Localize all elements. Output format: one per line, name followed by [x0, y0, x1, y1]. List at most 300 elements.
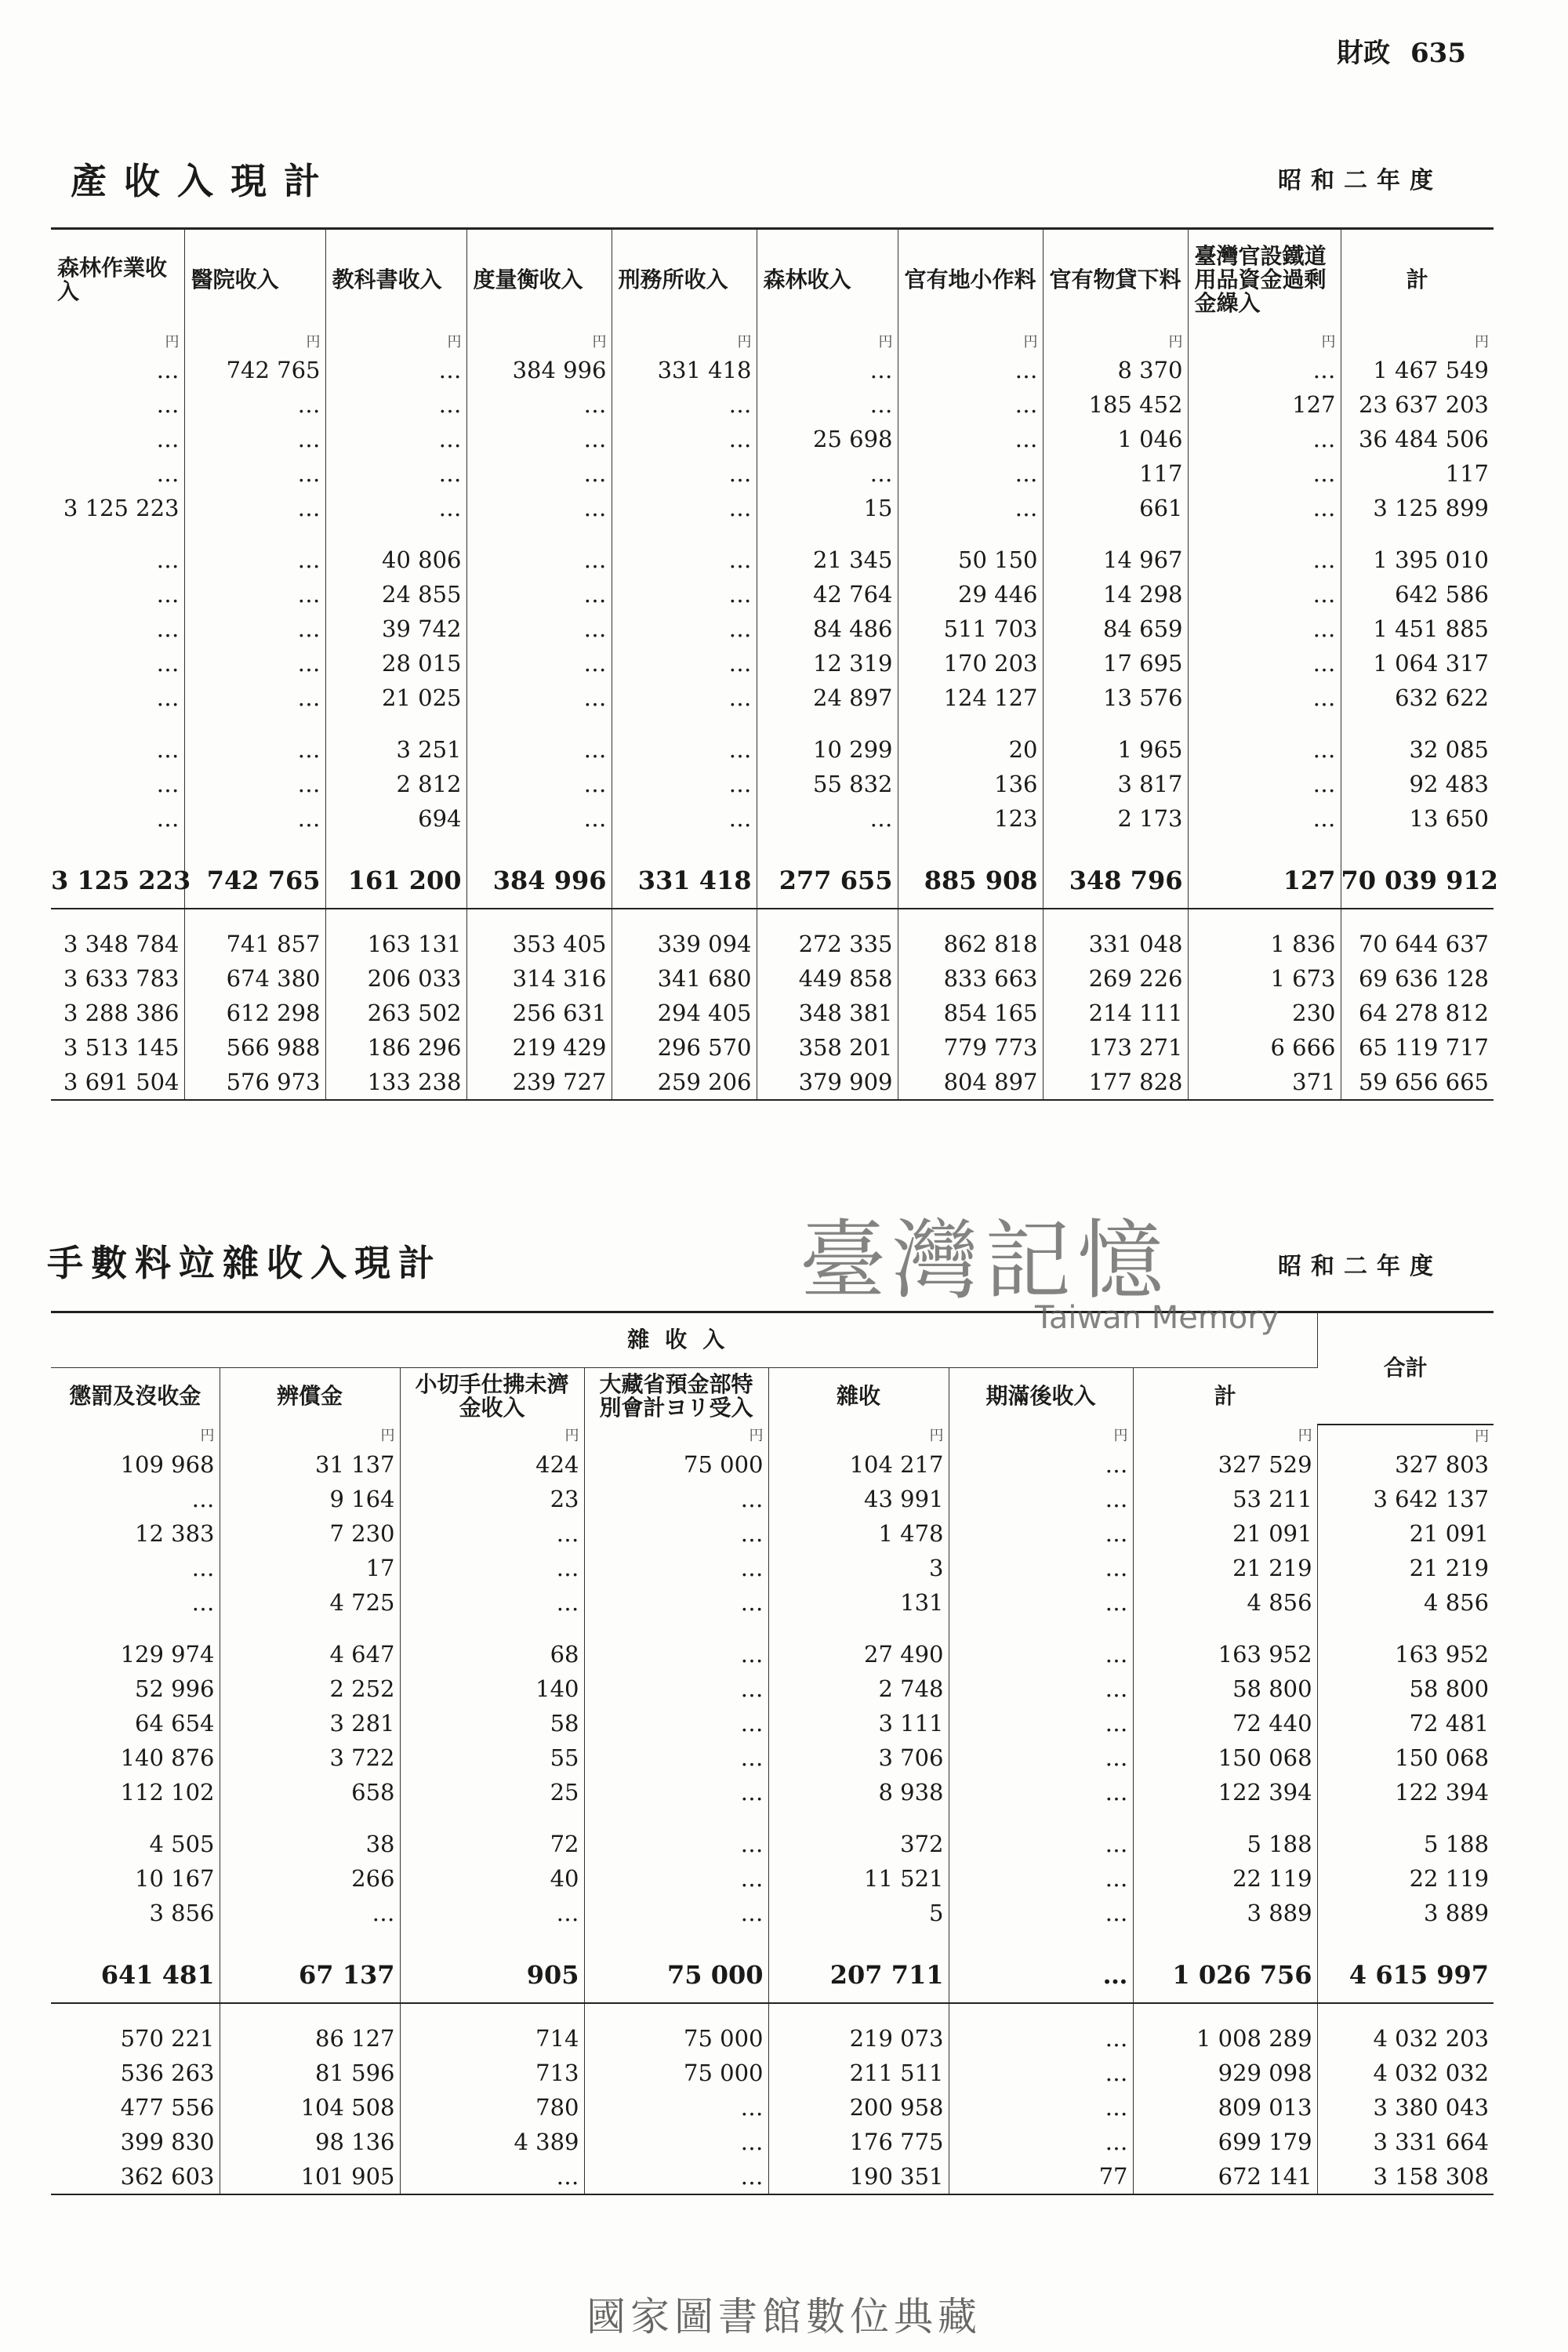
table2-table-row — [51, 1706, 1494, 1740]
row-gap — [51, 836, 1494, 853]
table1-table-row — [51, 422, 1494, 456]
table-cell: 384 996 — [466, 353, 612, 387]
table-cell: 804 897 — [898, 1065, 1043, 1100]
gap-cell — [400, 1809, 584, 1827]
table-cell: 70 039 912 — [1341, 853, 1494, 909]
table-cell: 371 — [1188, 1065, 1341, 1100]
table-cell: 77 — [949, 2159, 1133, 2194]
table1-header-cell: 官有地小作料 — [898, 229, 1043, 331]
table-cell: 239 727 — [466, 1065, 612, 1100]
table-cell: … — [949, 1827, 1133, 1861]
table-cell: 742 765 — [184, 853, 325, 909]
table-cell: 59 656 665 — [1341, 1065, 1494, 1100]
footer-archive-label: 國家圖書館數位典藏 — [586, 2294, 982, 2339]
table1-table-row — [51, 543, 1494, 577]
table-cell: 112 102 — [51, 1775, 220, 1809]
table-cell: 50 150 — [898, 543, 1043, 577]
table-cell: 55 832 — [757, 767, 898, 801]
table-cell: … — [584, 2159, 768, 2194]
table-cell: 4 615 997 — [1317, 1947, 1494, 2003]
gap-cell — [898, 909, 1043, 927]
page-number: 635 — [1410, 38, 1466, 69]
table-cell: 362 603 — [51, 2159, 220, 2194]
table-cell: 661 — [1043, 491, 1188, 525]
table2-table-row — [51, 1896, 1494, 1930]
table-cell: … — [184, 681, 325, 715]
table1-header-cell: 計 — [1406, 267, 1428, 292]
table-cell: 214 111 — [1043, 996, 1188, 1030]
table-cell: … — [612, 491, 757, 525]
table-cell: 75 000 — [584, 1447, 768, 1482]
gap-cell — [949, 1620, 1133, 1637]
table-cell: … — [51, 646, 184, 681]
gap-cell — [1133, 2003, 1317, 2021]
table-cell: … — [51, 456, 184, 491]
gap-cell — [1043, 909, 1188, 927]
gap-cell — [949, 2003, 1133, 2021]
table-cell: 862 818 — [898, 927, 1043, 961]
table-cell: 176 775 — [768, 2125, 949, 2159]
table-cell: 2 252 — [220, 1671, 400, 1706]
gap-cell — [757, 909, 898, 927]
table-cell: 131 — [768, 1585, 949, 1620]
table-cell: 10 167 — [51, 1861, 220, 1896]
table-cell: 25 — [400, 1775, 584, 1809]
table-cell: 207 711 — [768, 1947, 949, 2003]
table-cell: 186 296 — [325, 1030, 466, 1065]
table-cell: … — [1188, 353, 1341, 387]
table-cell: … — [584, 1551, 768, 1585]
table-cell: 72 481 — [1409, 1709, 1490, 1737]
table-cell: 14 967 — [1043, 543, 1188, 577]
gap-cell — [466, 909, 612, 927]
table-cell: 449 858 — [757, 961, 898, 996]
table-cell: 14 298 — [1043, 577, 1188, 612]
gap-cell — [220, 1930, 400, 1947]
gap-cell — [51, 1809, 220, 1827]
table-cell: 21 091 — [1409, 1519, 1490, 1547]
table-cell: 28 015 — [325, 646, 466, 681]
table-cell: … — [51, 1482, 220, 1516]
gap-cell — [400, 2003, 584, 2021]
table-cell: 672 141 — [1133, 2159, 1317, 2194]
table-cell: 5 188 — [1424, 1830, 1490, 1857]
gap-cell — [612, 836, 757, 853]
table-cell: … — [466, 801, 612, 836]
table-cell: 536 263 — [51, 2056, 220, 2090]
table-cell: 5 — [768, 1896, 949, 1930]
table-cell: 163 952 — [1133, 1637, 1317, 1671]
table-cell: 277 655 — [757, 853, 898, 909]
table-cell: 31 137 — [220, 1447, 400, 1482]
table1-header-cell: 教科書收入 — [325, 229, 466, 331]
table-cell: 75 000 — [584, 1947, 768, 2003]
table-cell: 3 889 — [1133, 1896, 1317, 1930]
table1-table-row — [51, 767, 1494, 801]
table-cell: … — [949, 1896, 1133, 1930]
table-cell: 21 219 — [1409, 1554, 1490, 1581]
table-cell: 58 800 — [1409, 1675, 1490, 1702]
table-cell: 65 119 717 — [1358, 1034, 1489, 1061]
table-cell: 4 032 032 — [1373, 2059, 1490, 2086]
table-cell: … — [466, 422, 612, 456]
gap-cell — [898, 715, 1043, 732]
table-cell: 348 796 — [1043, 853, 1188, 909]
gap-cell — [220, 1620, 400, 1637]
unit-cell: 円 — [325, 331, 466, 353]
table-cell: 43 991 — [768, 1482, 949, 1516]
unit-cell: 円 — [757, 331, 898, 353]
table-cell: … — [466, 577, 612, 612]
row-gap — [51, 909, 1494, 927]
unit-cell: 円 — [768, 1425, 949, 1447]
table-cell: 3 125 223 — [51, 491, 184, 525]
table-cell: 780 — [400, 2090, 584, 2125]
table-cell: … — [584, 1516, 768, 1551]
table-cell: … — [325, 491, 466, 525]
table1-table-row — [51, 996, 1494, 1030]
table2-table-row — [51, 1827, 1494, 1861]
gap-cell — [1341, 836, 1494, 853]
table-cell: … — [184, 422, 325, 456]
table2-title: 手數料竝雜收入現計 — [47, 1242, 442, 1284]
table-cell: … — [612, 681, 757, 715]
table-cell: 53 211 — [1133, 1482, 1317, 1516]
table-cell: 39 742 — [325, 612, 466, 646]
table-cell: 3 513 145 — [51, 1030, 184, 1065]
table2-table-row — [51, 1947, 1494, 2003]
unit-cell: 円 — [220, 1425, 400, 1447]
gap-cell — [325, 836, 466, 853]
table-cell: … — [949, 1947, 1133, 2003]
gap-cell — [1133, 1809, 1317, 1827]
table-cell: 117 — [1445, 460, 1489, 487]
table-cell: 124 127 — [898, 681, 1043, 715]
table-cell: 3 706 — [768, 1740, 949, 1775]
table-cell: 694 — [325, 801, 466, 836]
table-cell: … — [466, 387, 612, 422]
gap-cell — [584, 1930, 768, 1947]
table-cell: … — [325, 422, 466, 456]
gap-cell — [51, 909, 184, 927]
table-cell: … — [1188, 543, 1341, 577]
unit-cell: 円 — [51, 331, 184, 353]
table-cell: 150 068 — [1395, 1744, 1490, 1771]
table-cell: 133 238 — [325, 1065, 466, 1100]
table-cell: 140 — [400, 1671, 584, 1706]
table-cell: … — [1188, 801, 1341, 836]
gap-cell — [51, 2003, 220, 2021]
table-cell: 854 165 — [898, 996, 1043, 1030]
gap-cell — [1043, 836, 1188, 853]
table-cell: … — [757, 387, 898, 422]
table1-table-row — [51, 1030, 1494, 1065]
table-cell: 3 722 — [220, 1740, 400, 1775]
gap-cell — [1133, 1620, 1317, 1637]
watermark — [800, 1192, 1279, 1336]
table1-header-cell: 森林收入 — [757, 229, 898, 331]
gap-cell — [898, 525, 1043, 543]
unit-cell: 円 — [1188, 331, 1341, 353]
table1-table-row — [51, 646, 1494, 681]
table-cell: 353 405 — [466, 927, 612, 961]
table-cell: … — [51, 732, 184, 767]
gap-cell — [1317, 1620, 1494, 1637]
table-cell: … — [466, 646, 612, 681]
gap-cell — [400, 1620, 584, 1637]
table-cell: … — [612, 422, 757, 456]
table-cell: 713 — [400, 2056, 584, 2090]
table-cell: … — [949, 1740, 1133, 1775]
gap-cell — [51, 1620, 220, 1637]
table1-title: 產收入現計 — [71, 160, 337, 202]
table1-table-row — [51, 681, 1494, 715]
page-section: 財政 — [1337, 38, 1391, 69]
gap-cell — [1188, 715, 1341, 732]
table-cell: … — [1188, 612, 1341, 646]
table-cell: 64 654 — [51, 1706, 220, 1740]
table-cell: 477 556 — [51, 2090, 220, 2125]
table-cell: 296 570 — [612, 1030, 757, 1065]
table-cell: … — [184, 767, 325, 801]
table-cell: 809 013 — [1133, 2090, 1317, 2125]
gap-cell — [220, 1809, 400, 1827]
table-cell: 3 288 386 — [51, 996, 184, 1030]
table-cell: 570 221 — [51, 2021, 220, 2056]
table1-year: 昭和二年度 — [1278, 167, 1443, 194]
gap-cell — [184, 836, 325, 853]
table1-header-cell: 刑務所收入 — [612, 229, 757, 331]
table-cell: 24 855 — [325, 577, 466, 612]
table-cell: 399 830 — [51, 2125, 220, 2159]
table-cell: … — [466, 491, 612, 525]
table-cell: … — [220, 1896, 400, 1930]
table1-table-row — [51, 612, 1494, 646]
table-cell: … — [1188, 422, 1341, 456]
table1-header-cell: 醫院收入 — [184, 229, 325, 331]
table-cell: 4 856 — [1424, 1588, 1490, 1616]
table2-table-row — [51, 1671, 1494, 1706]
table-cell: 272 335 — [757, 927, 898, 961]
gap-cell — [466, 715, 612, 732]
table-cell: 21 025 — [325, 681, 466, 715]
table-cell: 42 764 — [757, 577, 898, 612]
gap-cell — [757, 525, 898, 543]
gap-cell — [1188, 909, 1341, 927]
table1-header-cell: 度量衡收入 — [466, 229, 612, 331]
table-cell: … — [612, 767, 757, 801]
table2-unit-row — [51, 1425, 1494, 1447]
table-cell: 1 673 — [1188, 961, 1341, 996]
table-cell: 219 429 — [466, 1030, 612, 1065]
table2-table-row — [51, 1482, 1494, 1516]
row-gap — [51, 1809, 1494, 1827]
table-cell: 161 200 — [325, 853, 466, 909]
table-cell: 206 033 — [325, 961, 466, 996]
table2-header-cell: 辨償金 — [220, 1367, 400, 1425]
table-cell: 3 331 664 — [1373, 2128, 1490, 2155]
table-cell: 72 440 — [1133, 1706, 1317, 1740]
table-cell: 211 511 — [768, 2056, 949, 2090]
table1-table-row — [51, 732, 1494, 767]
table-cell: … — [51, 577, 184, 612]
gap-cell — [400, 1930, 584, 1947]
table1-table-row — [51, 353, 1494, 387]
table-cell: … — [898, 456, 1043, 491]
table-cell: 1 046 — [1043, 422, 1188, 456]
table-cell: 327 529 — [1133, 1447, 1317, 1482]
table-cell: … — [51, 767, 184, 801]
gap-cell — [757, 715, 898, 732]
table2-header-cell: 計 — [1214, 1382, 1236, 1409]
table2 — [51, 1312, 1494, 2195]
table-cell: … — [898, 422, 1043, 456]
table-cell: 40 — [400, 1861, 584, 1896]
row-gap — [51, 525, 1494, 543]
gap-cell — [466, 525, 612, 543]
table-cell: … — [1188, 732, 1341, 767]
table-cell: 11 521 — [768, 1861, 949, 1896]
gap-cell — [612, 715, 757, 732]
unit-cell: 円 — [466, 331, 612, 353]
gap-cell — [898, 836, 1043, 853]
table-cell: 9 164 — [220, 1482, 400, 1516]
table2-table-row — [51, 2021, 1494, 2056]
table-cell: 1 965 — [1043, 732, 1188, 767]
gap-cell — [1188, 836, 1341, 853]
table-cell: 185 452 — [1043, 387, 1188, 422]
table1-table-row — [51, 801, 1494, 836]
table-cell: 674 380 — [184, 961, 325, 996]
table-cell: 424 — [400, 1447, 584, 1482]
table-cell: 150 068 — [1133, 1740, 1317, 1775]
gap-cell — [1341, 909, 1494, 927]
table-cell: 263 502 — [325, 996, 466, 1030]
gap-cell — [325, 715, 466, 732]
unit-cell: 円 — [949, 1425, 1133, 1447]
table-cell: 4 505 — [51, 1827, 220, 1861]
table-cell: 127 — [1188, 853, 1341, 909]
table-cell: 104 508 — [220, 2090, 400, 2125]
table-cell: … — [466, 612, 612, 646]
table-cell: 331 418 — [612, 353, 757, 387]
gap-cell — [466, 836, 612, 853]
table-cell: 67 137 — [220, 1947, 400, 2003]
table-cell: … — [612, 732, 757, 767]
table-cell: 38 — [220, 1827, 400, 1861]
table-cell: 3 251 — [325, 732, 466, 767]
gap-cell — [1341, 715, 1494, 732]
unit-cell: 円 — [1475, 1428, 1490, 1445]
unit-cell: 円 — [1475, 334, 1489, 350]
table-cell: 3 856 — [51, 1896, 220, 1930]
gap-cell — [1317, 1809, 1494, 1827]
table-cell: 127 — [1188, 387, 1341, 422]
gap-cell — [1043, 525, 1188, 543]
table-cell: … — [757, 801, 898, 836]
table-cell: … — [584, 1482, 768, 1516]
table-cell: … — [584, 1861, 768, 1896]
table-cell: 699 179 — [1133, 2125, 1317, 2159]
table-cell: 3 281 — [220, 1706, 400, 1740]
table-cell: 348 381 — [757, 996, 898, 1030]
table-cell: … — [612, 456, 757, 491]
table-cell: 55 — [400, 1740, 584, 1775]
table-cell: 136 — [898, 767, 1043, 801]
table-cell: … — [400, 1516, 584, 1551]
table-cell: … — [184, 577, 325, 612]
table-cell: 3 — [768, 1551, 949, 1585]
table-cell: … — [51, 1551, 220, 1585]
table-cell: … — [584, 1585, 768, 1620]
table-cell: … — [949, 1482, 1133, 1516]
table-cell: 52 996 — [51, 1671, 220, 1706]
gap-cell — [1341, 525, 1494, 543]
table-cell: … — [466, 732, 612, 767]
table-cell: 23 637 203 — [1358, 391, 1489, 418]
table-cell: 327 803 — [1395, 1450, 1490, 1478]
table1-header-cell: 官有物貸下料 — [1043, 229, 1188, 331]
table-cell: 929 098 — [1133, 2056, 1317, 2090]
table-cell: … — [51, 387, 184, 422]
table-cell: 123 — [898, 801, 1043, 836]
gap-cell — [768, 2003, 949, 2021]
table-cell: … — [584, 1827, 768, 1861]
table-cell: 384 996 — [466, 853, 612, 909]
table-cell: 2 812 — [325, 767, 466, 801]
table1-table-row — [51, 456, 1494, 491]
table-cell: … — [1188, 767, 1341, 801]
table-cell: 190 351 — [768, 2159, 949, 2194]
gap-cell — [51, 836, 184, 853]
table-cell: … — [584, 1775, 768, 1809]
table-cell: 741 857 — [184, 927, 325, 961]
table-cell: … — [1188, 681, 1341, 715]
table-cell: … — [184, 646, 325, 681]
table-cell: … — [1188, 491, 1341, 525]
row-gap — [51, 2003, 1494, 2021]
table2-table-row — [51, 2125, 1494, 2159]
table-cell: 4 647 — [220, 1637, 400, 1671]
table-cell: 12 383 — [51, 1516, 220, 1551]
table-cell: 742 765 — [184, 353, 325, 387]
table-cell: 129 974 — [51, 1637, 220, 1671]
table-cell: … — [184, 456, 325, 491]
table-cell: 170 203 — [898, 646, 1043, 681]
table-cell: 4 856 — [1133, 1585, 1317, 1620]
gap-cell — [1317, 1930, 1494, 1947]
table-cell: … — [51, 801, 184, 836]
table-cell: 3 158 308 — [1317, 2159, 1494, 2194]
table1-header-cell: 臺灣官設鐵道用品資金過剩金繰入 — [1188, 229, 1341, 331]
table-cell: 25 698 — [757, 422, 898, 456]
table-cell: … — [949, 1516, 1133, 1551]
table-cell: 269 226 — [1043, 961, 1188, 996]
table-cell: … — [949, 1447, 1133, 1482]
table-cell: … — [466, 767, 612, 801]
table2-table-row — [51, 1551, 1494, 1585]
table-cell: … — [51, 1585, 220, 1620]
table-cell: … — [949, 2090, 1133, 2125]
table-cell: … — [949, 1775, 1133, 1809]
gap-cell — [949, 1809, 1133, 1827]
table-cell: 122 394 — [1395, 1778, 1490, 1806]
table-cell: 98 136 — [220, 2125, 400, 2159]
table2-header-cell: 大藏省預金部特別會計ヨリ受入 — [584, 1367, 768, 1425]
table-cell: 20 — [898, 732, 1043, 767]
table-cell: 339 094 — [612, 927, 757, 961]
table-cell: 779 773 — [898, 1030, 1043, 1065]
